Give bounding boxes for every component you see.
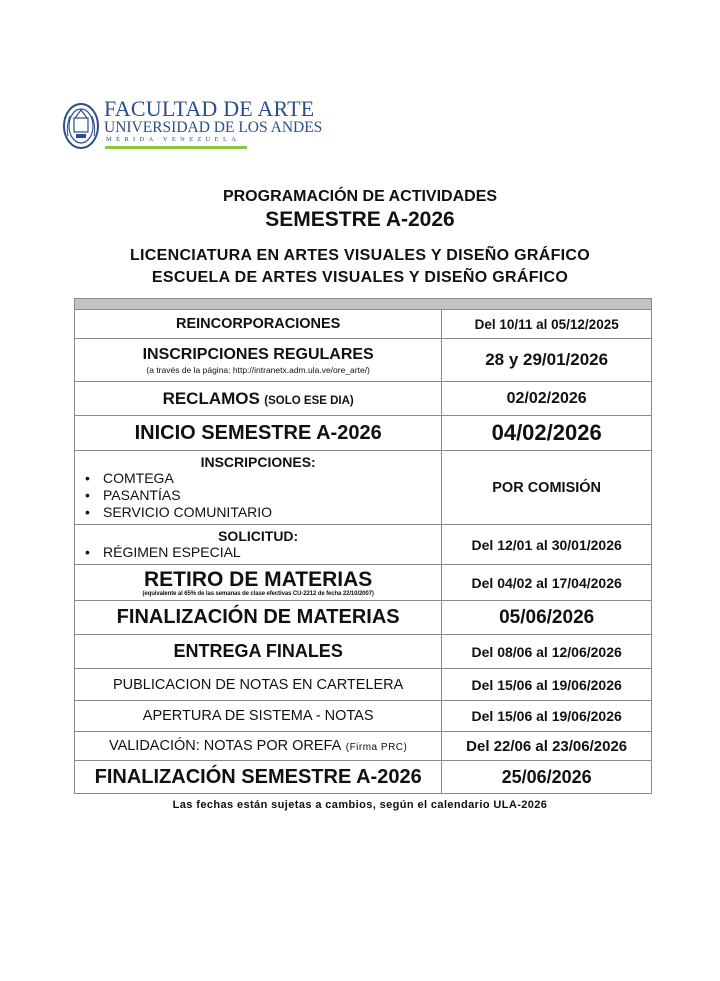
date-cell: Del 10/11 al 05/12/2025 [442, 310, 652, 339]
date-cell: Del 12/01 al 30/01/2026 [442, 525, 652, 565]
date-cell: Del 08/06 al 12/06/2026 [442, 635, 652, 669]
table-row [75, 761, 652, 794]
table-row [75, 701, 652, 732]
activity-cell [75, 339, 442, 382]
date-cell: Del 15/06 al 19/06/2026 [442, 701, 652, 732]
list-item: • PASANTÍAS [75, 487, 441, 504]
activity-label: VALIDACIÓN: NOTAS POR OREFA [108, 738, 342, 754]
faculty-logo [62, 96, 323, 152]
activity-cell: INICIO SEMESTRE A-2026 [75, 416, 442, 451]
semester-title: SEMESTRE A-2026 [265, 208, 455, 231]
activity-cell: REINCORPORACIONES [75, 310, 442, 339]
activity-cell [75, 525, 442, 565]
activity-cell: PUBLICACION DE NOTAS EN CARTELERA [75, 669, 442, 701]
table-row [75, 525, 652, 565]
date-cell: 04/02/2026 [442, 416, 652, 451]
table-row [75, 451, 652, 525]
program-title: LICENCIATURA EN ARTES VISUALES Y DISEÑO GRÁFICO [129, 247, 591, 264]
date-cell: 02/02/2026 [442, 382, 652, 416]
activity-label: SOLICITUD: [218, 528, 299, 544]
activity-cell [75, 732, 442, 761]
date-cell: 28 y 29/01/2026 [442, 339, 652, 382]
university-seal-icon [62, 96, 100, 152]
table-row [75, 635, 652, 669]
date-cell: Del 22/06 al 23/06/2026 [442, 732, 652, 761]
activity-note: (Firma PRC) [345, 742, 408, 753]
list-item: • RÉGIMEN ESPECIAL [75, 544, 441, 561]
table-row [75, 310, 652, 339]
date-cell: 25/06/2026 [442, 761, 652, 794]
logo-accent-bar [105, 146, 247, 149]
logo-faculty-name: FACULTAD DE ARTE [104, 96, 315, 121]
activity-label: INSCRIPCIONES: [200, 454, 316, 470]
activity-cell [75, 382, 442, 416]
date-cell: Del 04/02 al 17/04/2026 [442, 565, 652, 601]
table-row [75, 416, 652, 451]
list-item: • COMTEGA [75, 470, 441, 487]
footer-disclaimer: Las fechas están sujetas a cambios, según el calendario ULA-2026 [172, 799, 548, 811]
activity-cell: FINALIZACIÓN SEMESTRE A-2026 [75, 761, 442, 794]
table-row [75, 732, 652, 761]
date-cell: 05/06/2026 [442, 601, 652, 635]
logo-location: MÉRIDA VENEZUELA [106, 136, 241, 143]
table-row [75, 382, 652, 416]
activity-cell [75, 565, 442, 601]
activity-cell: APERTURA DE SISTEMA - NOTAS [75, 701, 442, 732]
activity-label: INSCRIPCIONES REGULARES [142, 345, 374, 363]
activity-note: (SOLO ESE DIA) [264, 394, 354, 407]
school-title: ESCUELA DE ARTES VISUALES Y DISEÑO GRÁFICO [151, 269, 569, 286]
table-header-band [75, 299, 652, 310]
table-row [75, 601, 652, 635]
activity-cell: ENTREGA FINALES [75, 635, 442, 669]
date-cell: POR COMISIÓN [442, 451, 652, 525]
list-item: • SERVICIO COMUNITARIO [75, 504, 441, 521]
date-cell: Del 15/06 al 19/06/2026 [442, 669, 652, 701]
table-row [75, 565, 652, 601]
activity-label: RECLAMOS [162, 388, 260, 408]
activity-note: (a través de la página: http://intranetx.adm.ula.ve/ore_arte/) [146, 364, 370, 375]
activity-label: RETIRO DE MATERIAS [144, 567, 373, 591]
document-title: PROGRAMACIÓN DE ACTIVIDADES [222, 188, 498, 205]
table-row [75, 339, 652, 382]
logo-university-name: UNIVERSIDAD DE LOS ANDES [104, 119, 323, 136]
activity-schedule-table [74, 298, 652, 794]
table-row [75, 669, 652, 701]
activity-cell [75, 451, 442, 525]
activity-cell: FINALIZACIÓN DE MATERIAS [75, 601, 442, 635]
activity-note: (equivalente al 65% de las semanas de clase efectivas CU-2212 de fecha 22/10/2007) [142, 590, 374, 597]
